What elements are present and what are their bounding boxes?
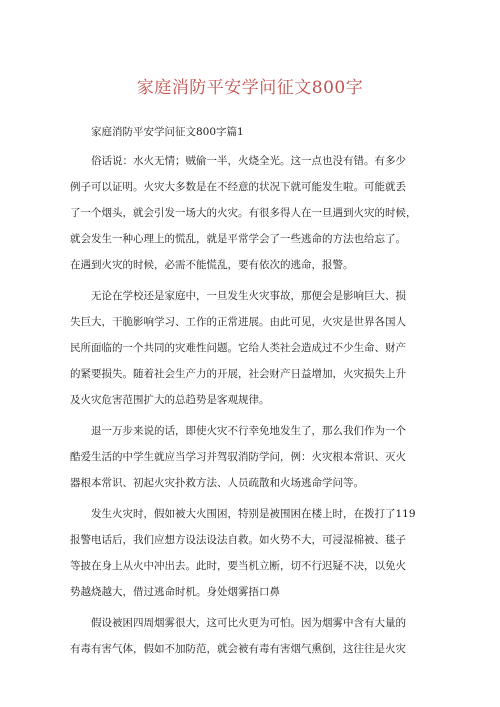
paragraph-line: 及火灾危害范围扩大的总趋势是客观规律。 [70, 394, 270, 406]
paragraph-line: 等披在身上从火中冲出去。此时，要当机立断，切不行迟疑不决，以免火 [70, 560, 406, 572]
paragraph-line: 发生火灾时，假如被大火围困，特别是被围困在楼上时，在拨打了119 [91, 508, 416, 520]
paragraph-4 [70, 501, 430, 605]
paragraph-5 [70, 610, 430, 662]
paragraph-line: 有毒有害气体，假如不加防范，就会被有毒有害烟气熏倒，这往往是火灾 [70, 643, 406, 655]
paragraph-line: 势越烧越大，借过逃命时机。身处烟雾捂口鼻 [70, 586, 280, 598]
paragraph-line: 俗话说：水火无情；贼偷一半，火烧全光。这一点也没有错。有多少 [91, 155, 406, 167]
paragraph-line: 酷爱生活的中学生就应当学习并驾驭消防学问，例：火灾根本常识、灭火 [70, 451, 406, 463]
document-title: 家庭消防平安学问征文800字 [136, 78, 364, 98]
paragraph-line: 的紧要损失。随着社会生产力的开展，社会财产日益增加，火灾损失上升 [70, 368, 406, 380]
paragraph-2 [70, 283, 430, 413]
paragraph-line: 民所面临的一个共同的灾难性问题。它给人类社会造成过不少生命、财产 [70, 342, 406, 354]
paragraph-line: 器根本常识、初起火灾扑救方法、人员疏散和火场逃命学问等。 [70, 477, 364, 489]
paragraph-line: 在遇到火灾的时候，必需不能慌乱，要有依次的逃命，报警。 [70, 259, 354, 271]
paragraph-3 [70, 418, 430, 496]
paragraph-1 [70, 148, 430, 278]
paragraph-line: 了一个烟头，就会引发一场大的火灾。有很多得人在一旦遇到火灾的时候， [70, 207, 417, 219]
paragraph-line: 假设被困四周烟雾很大，这可比火更为可怕。因为烟雾中含有大量的 [91, 617, 406, 629]
section-heading: 家庭消防平安学问征文800字篇1 [91, 126, 244, 138]
paragraph-line: 退一万步来说的话，即使火灾不行幸免地发生了，那么我们作为一个 [91, 425, 406, 437]
paragraph-line: 无论在学校还是家庭中，一旦发生火灾事故，那便会是影响巨大、损 [91, 290, 406, 302]
document-body [70, 121, 430, 667]
paragraph-line: 失巨大，干脆影响学习、工作的正常进展。由此可见，火灾是世界各国人 [70, 316, 406, 328]
paragraph-line: 就会发生一种心理上的慌乱，就是平常学会了一些逃命的方法也给忘了。 [70, 233, 406, 245]
paragraph-line: 例子可以证明。火灾大多数是在不经意的状况下就可能发生啦。可能就丢 [70, 181, 406, 193]
paragraph-line: 报警电话后，我们应想方设法设法自救。如火势不大，可浸湿棉被、毯子 [70, 534, 406, 546]
